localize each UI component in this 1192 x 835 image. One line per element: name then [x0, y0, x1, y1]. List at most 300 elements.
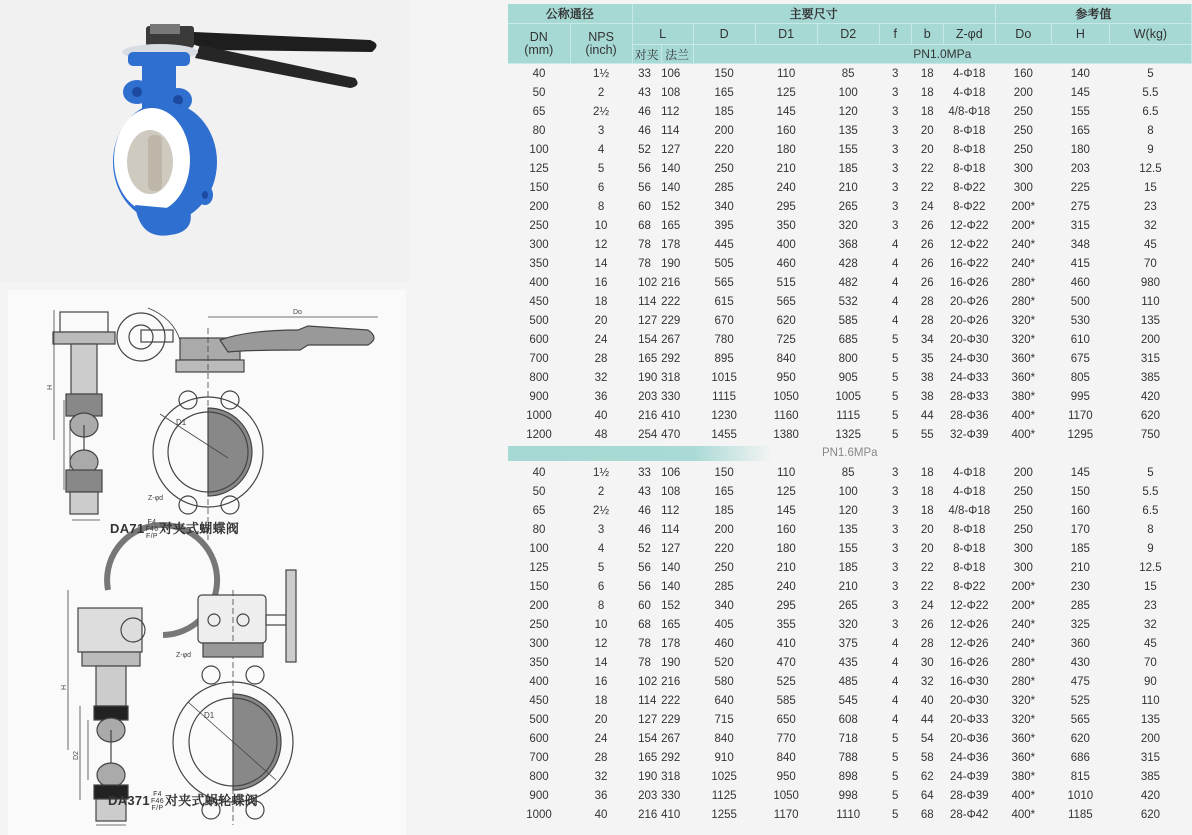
cell-d2: 100 [838, 485, 858, 498]
cell-nps: 16 [594, 276, 608, 289]
cell-h: 150 [1070, 485, 1090, 498]
cell-d1: 840 [776, 751, 796, 764]
cell-weight: 90 [1144, 675, 1157, 688]
cell-z-phi-d: 8-Φ22 [953, 580, 986, 593]
cell-d: 460 [714, 637, 734, 650]
cell-z-phi-d: 8-Φ18 [953, 523, 986, 536]
cell-l-wafer: 78 [638, 637, 651, 650]
cell-z-phi-d: 12-Φ22 [949, 219, 989, 232]
cell-weight: 135 [1140, 314, 1161, 327]
cell-b: 26 [920, 238, 934, 251]
cell-dn: 250 [529, 618, 549, 631]
table-row [508, 539, 1192, 558]
cell-weight: 45 [1144, 238, 1157, 251]
butterfly-valve-illustration [0, 0, 410, 282]
cell-dn: 50 [532, 485, 546, 498]
cell-d: 1455 [711, 428, 737, 441]
caption-materials: F4 F46 F/P [145, 519, 159, 541]
cell-d2: 120 [838, 504, 858, 517]
cell-f: 5 [892, 808, 899, 821]
cell-d: 185 [714, 504, 734, 517]
cell-l-wafer: 127 [638, 314, 658, 327]
cell-do: 240* [1011, 257, 1036, 270]
cell-z-phi-d: 12-Φ22 [949, 599, 989, 612]
cell-b: 20 [920, 143, 934, 156]
col-f: f [879, 24, 911, 45]
cell-b: 30 [920, 656, 934, 669]
cell-weight: 750 [1140, 428, 1161, 441]
cell-dn: 700 [529, 352, 549, 365]
cell-f: 4 [892, 257, 899, 270]
cell-d: 395 [714, 219, 734, 232]
cell-l-flange: 140 [661, 561, 681, 574]
cell-nps: 6 [597, 580, 605, 593]
cell-z-phi-d: 16-Φ22 [949, 257, 989, 270]
cell-l-wafer: 127 [638, 713, 658, 726]
cell-l-flange: 127 [661, 143, 681, 156]
cell-do: 240* [1011, 618, 1036, 631]
cell-do: 360* [1011, 352, 1036, 365]
cell-dn: 65 [532, 504, 546, 517]
cell-weight: 9 [1147, 143, 1154, 156]
cell-d1: 180 [776, 542, 796, 555]
cell-dn: 100 [529, 143, 549, 156]
cell-l-flange: 127 [661, 542, 681, 555]
cell-weight: 315 [1140, 352, 1161, 365]
cell-b: 58 [920, 751, 934, 764]
table-row [508, 805, 1192, 824]
cell-d1: 410 [776, 637, 796, 650]
cell-f: 5 [892, 371, 899, 384]
cell-l-wafer: 114 [638, 694, 657, 707]
cell-b: 64 [920, 789, 934, 802]
cell-nps: 6 [597, 181, 605, 194]
cell-b: 68 [920, 808, 934, 821]
cell-dn: 250 [529, 219, 549, 232]
table-row [508, 482, 1192, 501]
cell-f: 4 [892, 637, 899, 650]
cell-do: 360* [1011, 751, 1036, 764]
cell-f: 3 [892, 219, 899, 232]
cell-z-phi-d: 8-Φ22 [953, 200, 986, 213]
cell-h: 225 [1070, 181, 1090, 194]
cell-l-wafer: 102 [638, 276, 658, 289]
cell-do: 400* [1011, 428, 1036, 441]
col-z-phi-d: Z-φd [943, 24, 995, 45]
cell-weight: 32 [1144, 219, 1157, 232]
cell-h: 360 [1070, 637, 1090, 650]
cell-h: 348 [1070, 238, 1090, 251]
cell-l-flange: 152 [661, 200, 681, 213]
cell-do: 320* [1011, 694, 1036, 707]
cell-weight: 9 [1147, 542, 1154, 555]
cell-do: 200* [1011, 200, 1036, 213]
cell-z-phi-d: 16-Φ26 [949, 276, 989, 289]
cell-z-phi-d: 20-Φ30 [949, 694, 989, 707]
group-reference-values: 参考值 [995, 4, 1191, 24]
cell-nps: 2 [597, 485, 605, 498]
cell-d2: 1005 [835, 390, 861, 403]
cell-f: 5 [892, 409, 899, 422]
cell-l-flange: 330 [661, 789, 681, 802]
cell-b: 22 [920, 162, 934, 175]
cell-d2: 532 [838, 295, 858, 308]
cell-b: 24 [920, 200, 934, 213]
cell-dn: 800 [529, 371, 549, 384]
cell-z-phi-d: 28-Φ36 [949, 409, 989, 422]
cell-h: 140 [1070, 67, 1090, 80]
table-row [508, 178, 1192, 197]
table-row [508, 406, 1192, 425]
d1-label-2: D1 [204, 711, 215, 720]
cell-h: 815 [1070, 770, 1090, 783]
cell-l-flange: 114 [661, 523, 680, 536]
cell-z-phi-d: 20-Φ33 [949, 713, 989, 726]
cell-l-flange: 216 [661, 675, 681, 688]
group-nominal-diameter: 公称通径 [508, 4, 632, 24]
cell-d1: 145 [776, 504, 796, 517]
cell-weight: 70 [1144, 656, 1157, 669]
cell-dn: 1200 [526, 428, 552, 441]
cell-d: 715 [714, 713, 734, 726]
cell-do: 200 [1013, 86, 1033, 99]
cell-d1: 210 [776, 162, 796, 175]
cell-b: 35 [920, 352, 934, 365]
cell-f: 5 [892, 789, 899, 802]
cell-l-wafer: 78 [638, 656, 651, 669]
cell-b: 40 [920, 694, 934, 707]
cell-d2: 898 [838, 770, 858, 783]
cell-f: 5 [892, 352, 899, 365]
cell-l-flange: 106 [661, 466, 681, 479]
cell-z-phi-d: 20-Φ26 [949, 314, 989, 327]
cell-d: 640 [714, 694, 734, 707]
cell-f: 3 [892, 143, 899, 156]
cell-do: 400* [1011, 789, 1036, 802]
cell-weight: 620 [1140, 808, 1161, 821]
cell-z-phi-d: 8-Φ18 [953, 542, 986, 555]
cell-b: 55 [920, 428, 934, 441]
cell-nps: 20 [594, 713, 608, 726]
cell-d: 670 [714, 314, 734, 327]
cell-d2: 185 [838, 561, 858, 574]
cell-d1: 585 [776, 694, 796, 707]
cell-l-wafer: 56 [638, 561, 651, 574]
cell-d1: 950 [776, 371, 796, 384]
cell-l-flange: 140 [661, 162, 681, 175]
cell-d2: 800 [838, 352, 858, 365]
table-row [508, 254, 1192, 273]
cell-d1: 525 [776, 675, 796, 688]
cell-f: 4 [892, 694, 899, 707]
cell-h: 185 [1070, 542, 1090, 555]
cell-d1: 125 [776, 485, 796, 498]
cell-d1: 950 [776, 770, 796, 783]
cell-dn: 700 [529, 751, 549, 764]
cell-h: 203 [1070, 162, 1090, 175]
cell-l-wafer: 68 [638, 618, 651, 631]
cell-nps: 12 [594, 238, 608, 251]
cell-d2: 685 [838, 333, 858, 346]
cell-dn: 150 [529, 580, 549, 593]
cell-b: 20 [920, 542, 934, 555]
cell-z-phi-d: 8-Φ18 [953, 124, 986, 137]
cell-d1: 1380 [773, 428, 799, 441]
cell-d2: 155 [838, 143, 858, 156]
cell-dn: 900 [529, 390, 549, 403]
cell-d: 505 [714, 257, 734, 270]
cell-d1: 160 [776, 124, 796, 137]
cell-l-flange: 114 [661, 124, 680, 137]
cell-b: 22 [920, 181, 934, 194]
col-weight: W(kg) [1109, 24, 1191, 45]
cell-weight: 5.5 [1142, 86, 1159, 99]
cell-z-phi-d: 24-Φ39 [949, 770, 989, 783]
cell-dn: 40 [532, 466, 546, 479]
cell-d1: 770 [776, 732, 796, 745]
cell-z-phi-d: 4-Φ18 [953, 466, 986, 479]
table-row [508, 710, 1192, 729]
cell-do: 250 [1013, 105, 1033, 118]
cell-z-phi-d: 4-Φ18 [953, 86, 986, 99]
cell-do: 240* [1011, 238, 1036, 251]
cell-l-flange: 318 [661, 770, 681, 783]
cell-d1: 400 [776, 238, 796, 251]
cell-weight: 200 [1140, 732, 1161, 745]
spec-table-container [508, 4, 1192, 824]
cell-nps: 10 [594, 618, 608, 631]
cell-d1: 240 [776, 580, 796, 593]
cell-f: 3 [892, 124, 899, 137]
cell-z-phi-d: 28-Φ42 [949, 808, 989, 821]
pressure-rating-pn16-bar [508, 445, 1192, 462]
table-row [508, 83, 1192, 102]
cell-weight: 110 [1141, 295, 1160, 308]
cell-d: 1115 [712, 390, 737, 403]
cell-l-flange: 216 [661, 276, 681, 289]
zd-label-1: Z-φd [148, 495, 164, 502]
group-main-dimensions: 主要尺寸 [632, 4, 995, 24]
cell-do: 250 [1013, 485, 1033, 498]
h-label-2: H [61, 684, 68, 690]
cell-l-wafer: 46 [638, 105, 651, 118]
table-row [508, 501, 1192, 520]
table-row [508, 425, 1192, 444]
cell-weight: 200 [1140, 333, 1161, 346]
cell-do: 250 [1013, 504, 1033, 517]
cell-do: 360* [1011, 371, 1036, 384]
cell-f: 4 [892, 656, 899, 669]
cell-dn: 450 [529, 694, 549, 707]
table-row [508, 672, 1192, 691]
cell-f: 3 [892, 542, 899, 555]
cell-dn: 1000 [526, 409, 552, 422]
cell-f: 5 [892, 390, 899, 403]
technical-drawings-panel [8, 290, 406, 835]
cell-b: 20 [920, 124, 934, 137]
table-row [508, 159, 1192, 178]
cell-f: 5 [892, 751, 899, 764]
cell-weight: 15 [1144, 580, 1157, 593]
cell-do: 200 [1013, 466, 1033, 479]
table-row [508, 349, 1192, 368]
cell-d1: 650 [776, 713, 796, 726]
cell-nps: 24 [594, 333, 608, 346]
d1-label: D1 [176, 418, 187, 427]
cell-nps: 4 [597, 143, 605, 156]
cell-z-phi-d: 4/8-Φ18 [948, 504, 991, 517]
cell-h: 1295 [1067, 428, 1094, 441]
cell-d2: 265 [838, 200, 858, 213]
cell-d2: 100 [838, 86, 858, 99]
cell-do: 380* [1011, 770, 1036, 783]
cell-b: 28 [920, 637, 934, 650]
col-do: Do [995, 24, 1051, 45]
cell-nps: 3 [597, 124, 605, 137]
cell-z-phi-d: 12-Φ26 [949, 637, 989, 650]
cell-b: 38 [920, 371, 934, 384]
cell-h: 170 [1070, 523, 1090, 536]
cell-d1: 180 [776, 143, 796, 156]
cell-l-flange: 330 [661, 390, 681, 403]
cell-b: 18 [920, 485, 934, 498]
cell-do: 400* [1011, 409, 1036, 422]
cell-l-flange: 112 [661, 504, 680, 517]
cell-d1: 125 [776, 86, 796, 99]
cell-d: 1230 [711, 409, 737, 422]
cell-nps: 32 [594, 770, 608, 783]
pressure-rating-pn16: PN1.6MPa [821, 447, 878, 459]
cell-l-flange: 190 [661, 257, 681, 270]
cell-f: 5 [892, 428, 899, 441]
cell-dn: 300 [529, 637, 549, 650]
cell-b: 44 [920, 409, 934, 422]
col-h: H [1051, 24, 1109, 45]
cell-do: 300 [1013, 162, 1033, 175]
cell-l-wafer: 33 [638, 466, 651, 479]
cell-dn: 450 [529, 295, 549, 308]
pressure-rating-pn10: PN1.0MPa [693, 45, 1191, 64]
col-d2: D2 [817, 24, 879, 45]
cell-f: 3 [892, 200, 899, 213]
cell-l-flange: 165 [661, 618, 681, 631]
cell-z-phi-d: 8-Φ18 [953, 162, 986, 175]
cell-l-wafer: 56 [638, 580, 651, 593]
cell-f: 3 [892, 485, 899, 498]
cell-dn: 125 [529, 162, 549, 175]
cell-l-wafer: 154 [638, 333, 658, 346]
col-nps: NPS (inch) [570, 24, 632, 64]
caption-materials: F4 F46 F/P [150, 791, 164, 813]
cell-z-phi-d: 24-Φ33 [949, 371, 989, 384]
cell-h: 525 [1070, 694, 1090, 707]
cell-l-wafer: 78 [638, 238, 651, 251]
cell-d: 840 [714, 732, 734, 745]
table-row [508, 634, 1192, 653]
cell-dn: 80 [532, 124, 546, 137]
cell-d2: 155 [838, 542, 858, 555]
cell-d1: 840 [776, 352, 796, 365]
col-d: D [693, 24, 755, 45]
cell-d: 340 [714, 599, 734, 612]
cell-weight: 135 [1140, 713, 1161, 726]
cell-b: 24 [920, 599, 934, 612]
cell-h: 145 [1070, 466, 1090, 479]
cell-d2: 85 [841, 466, 855, 479]
cell-l-wafer: 56 [638, 162, 651, 175]
section-pn16-header [508, 444, 1192, 463]
cell-h: 165 [1070, 124, 1090, 137]
cell-weight: 980 [1140, 276, 1161, 289]
cell-dn: 100 [529, 542, 549, 555]
cell-d2: 210 [838, 181, 858, 194]
cell-nps: 28 [594, 352, 608, 365]
cell-z-phi-d: 24-Φ30 [949, 352, 989, 365]
cell-l-wafer: 190 [638, 770, 658, 783]
table-row [508, 596, 1192, 615]
cell-h: 686 [1070, 751, 1090, 764]
cell-nps: 1½ [593, 67, 610, 80]
cell-d2: 485 [838, 675, 858, 688]
cell-f: 3 [892, 105, 899, 118]
h-label-1: H [47, 384, 54, 390]
cell-nps: 28 [594, 751, 608, 764]
cell-weight: 420 [1140, 789, 1161, 802]
cell-d1: 725 [776, 333, 796, 346]
cell-d2: 718 [838, 732, 858, 745]
cell-nps: 24 [594, 732, 608, 745]
col-d1: D1 [755, 24, 817, 45]
cell-weight: 110 [1141, 694, 1160, 707]
cell-z-phi-d: 8-Φ18 [953, 561, 986, 574]
cell-l-wafer: 43 [638, 86, 651, 99]
cell-do: 320* [1011, 713, 1036, 726]
cell-f: 3 [892, 86, 899, 99]
cell-dn: 1000 [526, 808, 552, 821]
cell-d: 185 [714, 105, 734, 118]
drawing2-caption [108, 790, 258, 812]
cell-d2: 998 [838, 789, 858, 802]
cell-h: 285 [1070, 599, 1090, 612]
cell-weight: 6.5 [1142, 105, 1159, 118]
cell-d2: 435 [838, 656, 858, 669]
cell-weight: 385 [1140, 371, 1161, 384]
cell-h: 500 [1070, 295, 1090, 308]
table-row [508, 691, 1192, 710]
cell-d: 285 [714, 181, 734, 194]
cell-h: 530 [1070, 314, 1090, 327]
cell-l-flange: 267 [661, 732, 681, 745]
cell-f: 4 [892, 276, 899, 289]
table-row [508, 748, 1192, 767]
cell-h: 475 [1070, 675, 1090, 688]
cell-b: 34 [920, 333, 934, 346]
cell-d: 150 [714, 466, 734, 479]
cell-f: 3 [892, 181, 899, 194]
cell-h: 995 [1070, 390, 1090, 403]
cell-nps: 2 [597, 86, 605, 99]
cell-h: 230 [1070, 580, 1090, 593]
cell-l-wafer: 60 [638, 599, 651, 612]
cell-do: 250 [1013, 124, 1033, 137]
cell-weight: 5 [1147, 67, 1154, 80]
cell-z-phi-d: 20-Φ30 [949, 333, 989, 346]
cell-weight: 8 [1147, 124, 1154, 137]
cell-h: 180 [1070, 143, 1090, 156]
cell-do: 360* [1011, 732, 1036, 745]
table-row [508, 197, 1192, 216]
cell-d1: 160 [776, 523, 796, 536]
